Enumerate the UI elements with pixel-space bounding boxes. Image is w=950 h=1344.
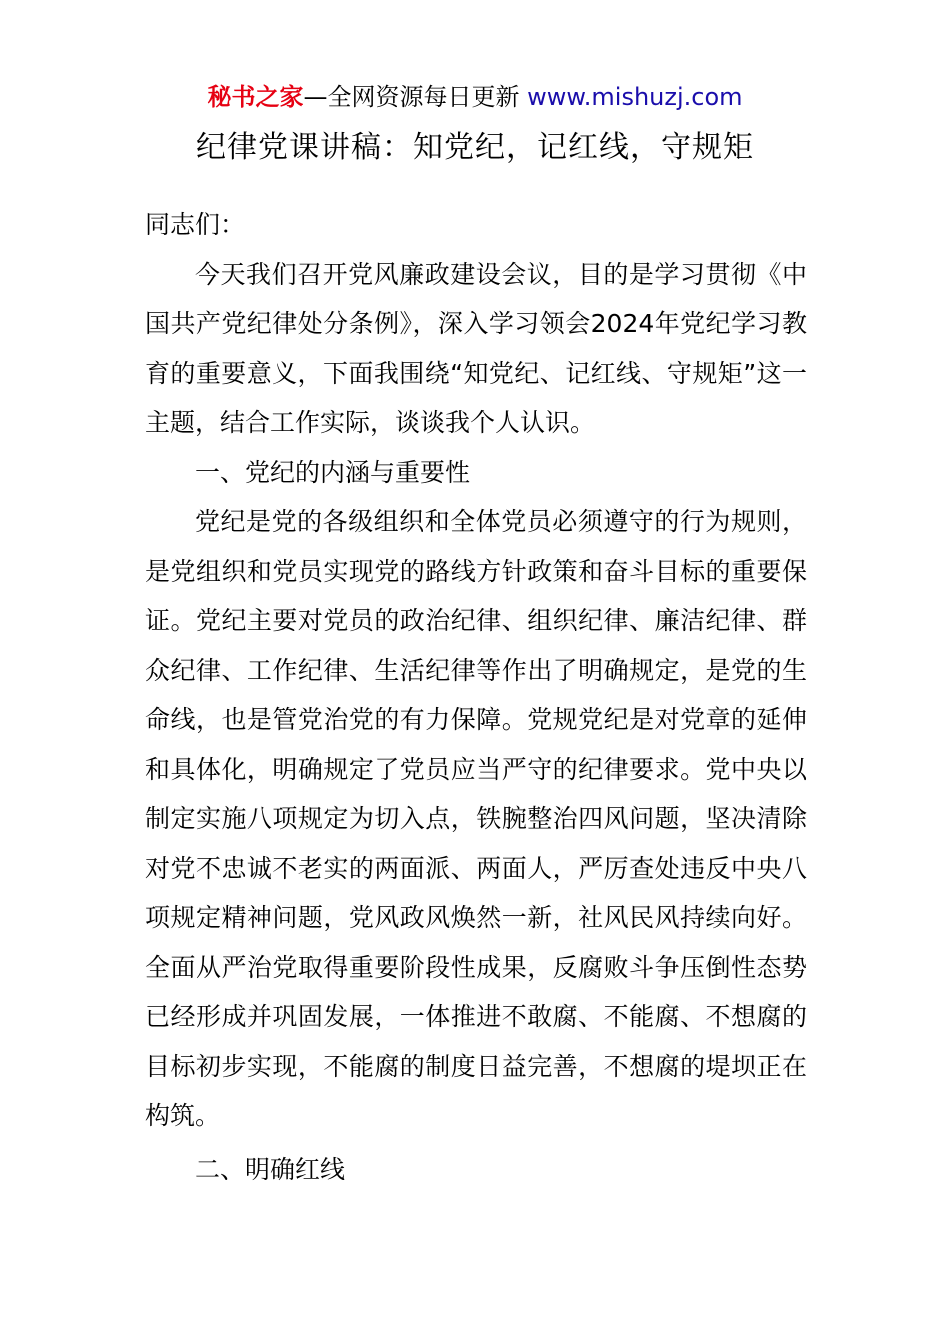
site-url-link[interactable]: www.mishuzj.com	[527, 83, 743, 111]
document-title: 纪律党课讲稿：知党纪，记红线，守规矩	[196, 130, 754, 165]
document-body	[145, 200, 807, 1194]
section-1-paragraph: 党纪是党的各级组织和全体党员必须遵守的行为规则，是党组织和党员实现党的路线方针政策和奋斗目标的重要保证。党纪主要对党员的政治纪律、组织纪律、廉洁纪律、群众纪律、工作纪律、生活纪律等作出了明确规定，是党的生命线，也是管党治党的有力保障。党规党纪是对党章的延伸和具体化，明确规定了党员应当严守的纪律要求。党中央以制定实施八项规定为切入点，铁腕整治四风问题，坚决清除对党不忠诚不老实的两面派、两面人，严厉查处违反中央八项规定精神问题，党风政风焕然一新，社风民风持续向好。全面从严治党取得重要阶段性成果，反腐败斗争压倒性态势已经形成并巩固发展，一体推进不敢腐、不能腐、不想腐的目标初步实现，不能腐的制度日益完善，不想腐的堤坝正在构筑。	[145, 507, 807, 1130]
section-heading-1: 一、党纪的内涵与重要性	[195, 457, 471, 487]
site-tagline: —全网资源每日更新	[303, 83, 528, 111]
section-heading-2: 二、明确红线	[195, 1154, 346, 1184]
site-header	[0, 80, 950, 114]
brand-name: 秘书之家	[207, 83, 304, 111]
salutation: 同志们：	[145, 210, 246, 239]
intro-paragraph: 今天我们召开党风廉政建设会议，目的是学习贯彻《中国共产党纪律处分条例》，深入学习领会2024年党纪学习教育的重要意义，下面我围绕“知党纪、记红线、守规矩”这一主题，结合工作实际，谈谈我个人认识。	[145, 259, 807, 437]
